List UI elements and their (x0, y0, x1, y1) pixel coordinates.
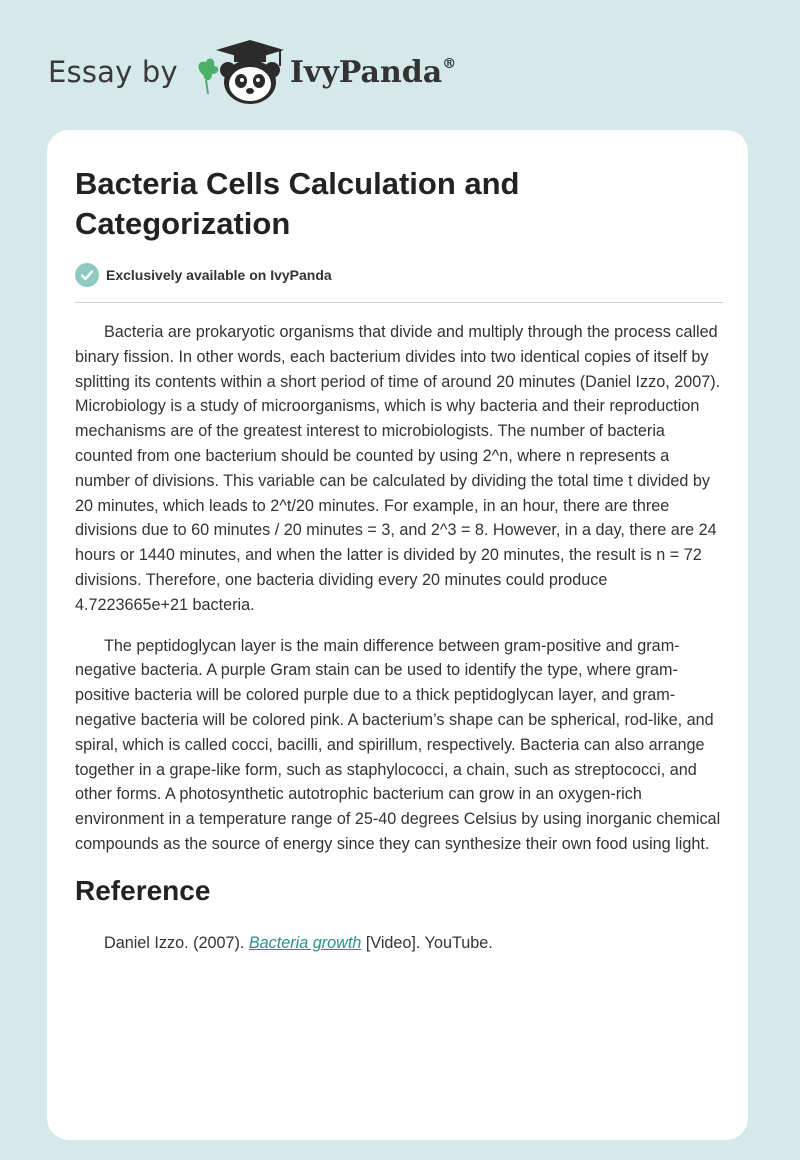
brand-text: IvyPanda (289, 54, 443, 90)
exclusive-label: Exclusively available on IvyPanda (106, 267, 332, 283)
divider (75, 302, 723, 303)
page-title: Bacteria Cells Calculation and Categorization (75, 166, 520, 241)
essay-by-label: Essay by (48, 55, 178, 89)
essay-card (47, 130, 748, 1140)
panda-logo-icon[interactable] (192, 36, 288, 108)
reference-suffix: [Video]. YouTube. (361, 933, 493, 952)
reference-link[interactable]: Bacteria growth (248, 933, 362, 952)
paragraph: Bacteria are prokaryotic organisms that divide and multiply through the process called binary fission. In other words, each bacterium divides into two identical copies of itself by splitting its contents within a short period of time of around 20 minutes (Daniel Izzo, 2007). Microbiology is a study of microorganisms, which is why bacteria and their reproduction mechanisms are of the greatest interest to microbiologists. The number of bacteria counted from one bacterium should be counted by using 2^n, where n represents a number of divisions. This variable can be calculated by dividing the total time t divided by 20 minutes, which leads to 2^t/20 minutes. For example, in an hour, there are three divisions due to 60 minutes / 20 minutes = 3, and 2^3 = 8. However, in a day, there are 24 hours or 1440 minutes, and when the latter is divided by 20 minutes, the result is n = 72 divisions. Therefore, one bacteria dividing every 20 minutes could produce 4.7223665e+21 bacteria. (75, 323, 721, 614)
reference-item (75, 931, 723, 955)
paragraph: The peptidoglycan layer is the main difference between gram-positive and gram-negative bacteria. A purple Gram stain can be used to identify the type, where gram-positive bacteria will be colored purple due to a thick peptidoglycan layer, and gram-negative bacteria will be colored pink. A bacterium’s shape can be spherical, rod-like, and spiral, which is called cocci, bacilli, and spirillum, respectively. Bacteria can also arrange together in a grape-like form, such as staphylococci, a chain, such as streptococci, and other forms. A photosynthetic autotrophic bacterium can grow in an oxygen-rich environment in a temperature range of 25-40 degrees Celsius by using inorganic chemical compounds as the source of energy since they can synthesize their own food using light. (75, 636, 721, 853)
exclusive-badge (75, 263, 332, 287)
essay-body (75, 320, 723, 955)
check-icon (75, 263, 99, 287)
reference-author-year: Daniel Izzo. (2007). (104, 933, 249, 952)
registered-mark: ® (442, 55, 457, 72)
site-header (48, 36, 456, 108)
reference-heading: Reference (75, 874, 211, 906)
brand-name[interactable] (290, 55, 456, 90)
